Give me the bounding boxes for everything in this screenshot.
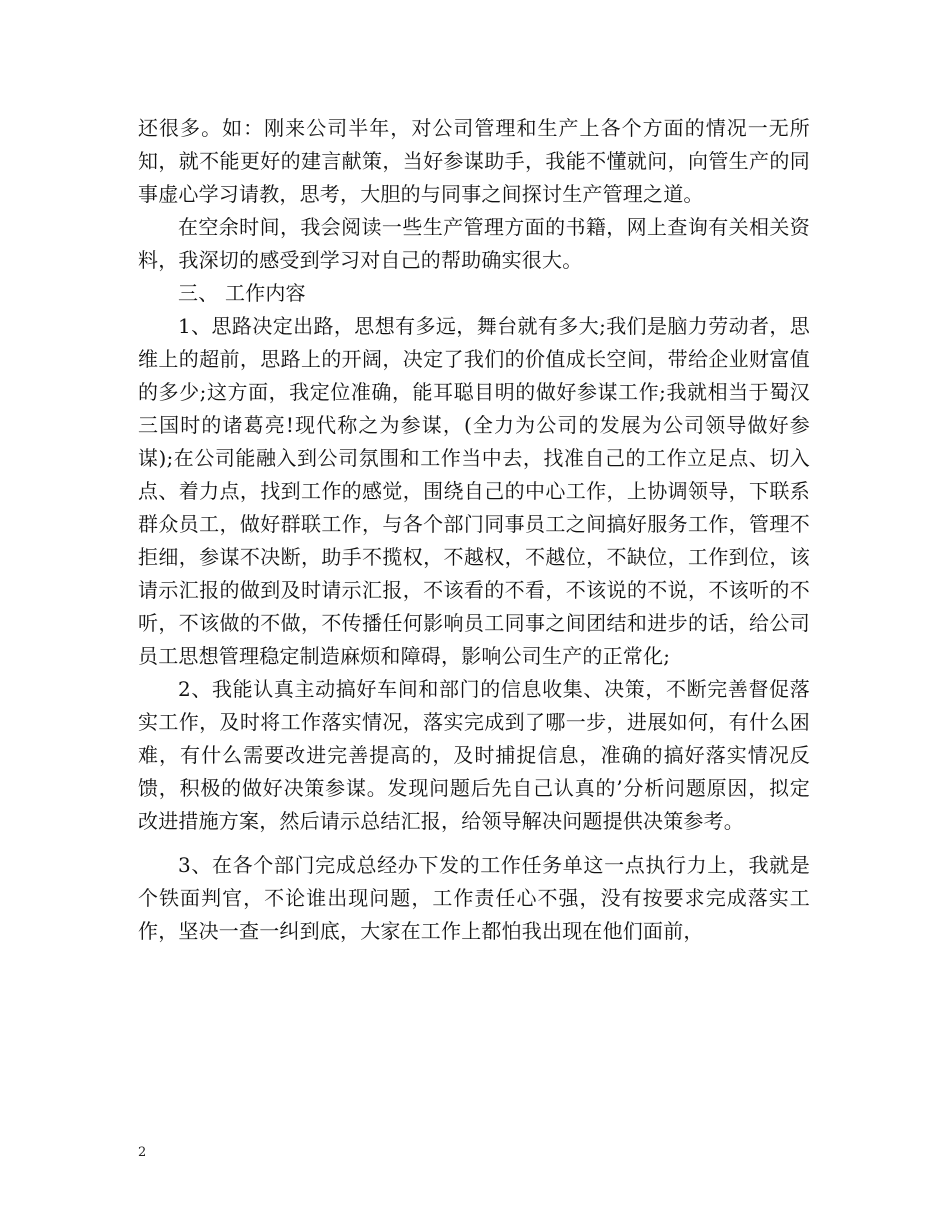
page-number: 2 — [138, 1145, 147, 1160]
paragraph-continuation: 还很多。如：刚来公司半年，对公司管理和生产上各个方面的情况一无所知，就不能更好的建言献策，当好参谋助手，我能不懂就问，向管生产的同事虚心学习请教，思考，大胆的与同事之间探讨生产管理之道。 — [138, 116, 810, 206]
paragraph-spare-time: 在空余时间，我会阅读一些生产管理方面的书籍，网上查询有关相关资料，我深切的感受到学习对自己的帮助确实很大。 — [138, 215, 810, 272]
paragraph-item-1: 1、思路决定出路，思想有多远，舞台就有多大;我们是脑力劳动者，思维上的超前，思路上的开阔，决定了我们的价值成长空间，带给企业财富值的多少;这方面，我定位准确，能耳聪目明的做好参谋工作;我就相当于蜀汉三国时的诸葛亮!现代称之为参谋，(全力为公司的发展为公司领导做好参谋);在公司能融入到公司氛围和工作当中去，找准自己的工作立足点、切入点、着力点，找到工作的感觉，围绕自己的中心工作，上协调领导，下联系群众员工，做好群联工作，与各个部门同事员工之间搞好服务工作，管理不拒细，参谋不决断，助手不揽权，不越权，不越位，不缺位，工作到位，该请示汇报的做到及时请示汇报，不该看的不看，不该说的不说，不该听的不听，不该做的不做，不传播任何影响员工同事之间团结和进步的话，给公司员工思想管理稳定制造麻烦和障碍，影响公司生产的正常化; — [138, 314, 810, 668]
paragraph-item-3: 3、在各个部门完成总经办下发的工作任务单这一点执行力上，我就是个铁面判官，不论谁出现问题，工作责任心不强，没有按要求完成落实工作，坚决一查一纠到底，大家在工作上都怕我出现在他们面前， — [138, 853, 810, 943]
document-body — [138, 112, 810, 948]
section-heading-work-content: 三、 工作内容 — [178, 281, 306, 305]
paragraph-item-2: 2、我能认真主动搞好车间和部门的信息收集、决策，不断完善督促落实工作，及时将工作落实情况，落实完成到了哪一步，进展如何，有什么困难，有什么需要改进完善提高的，及时捕捉信息，准确的搞好落实情况反馈，积极的做好决策参谋。发现问题后先自己认真的’分析问题原因，拟定改进措施方案，然后请示总结汇报，给领导解决问题提供决策参考。 — [138, 677, 810, 833]
